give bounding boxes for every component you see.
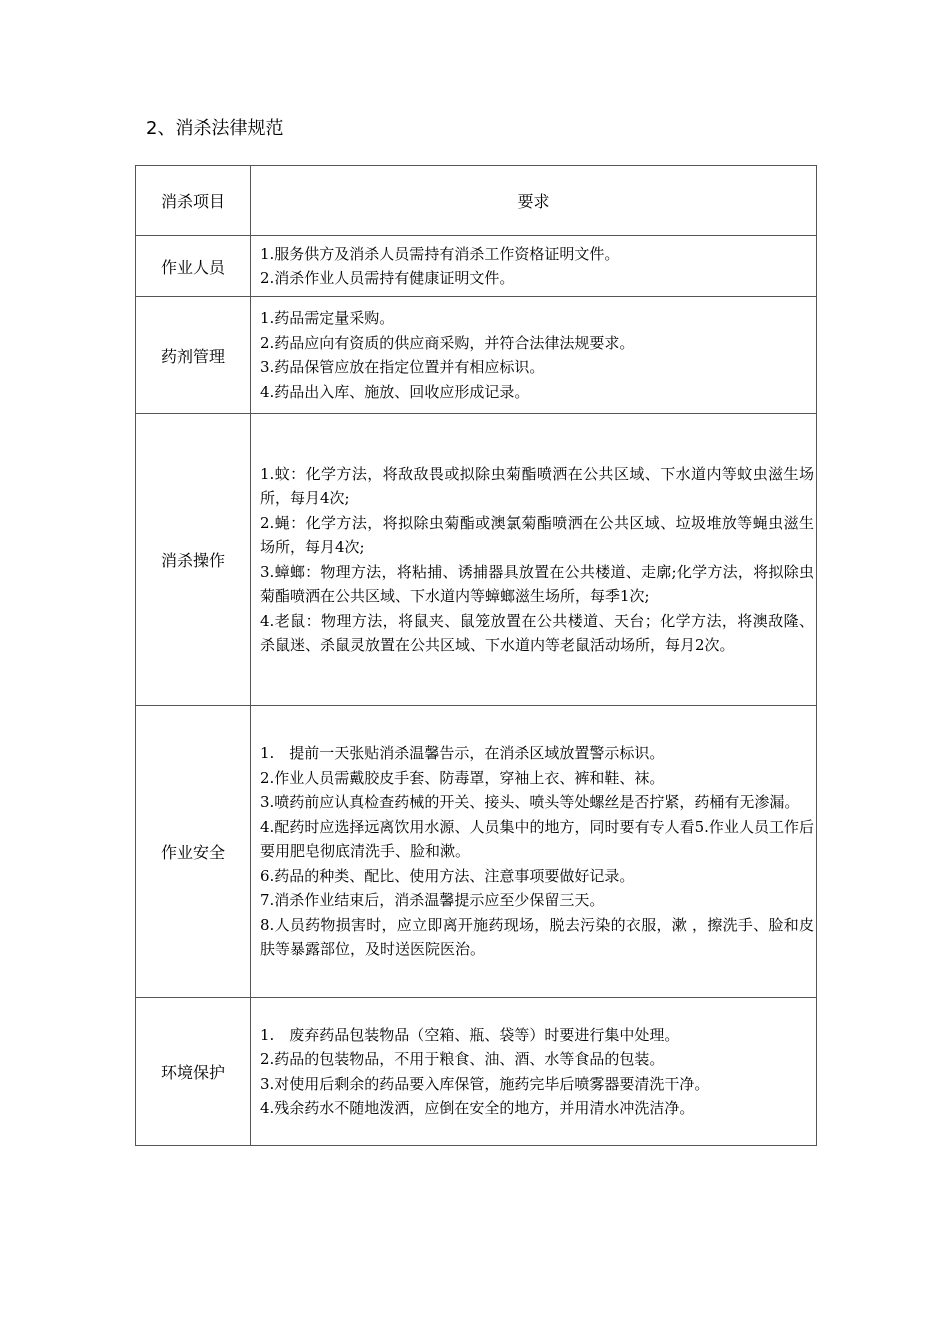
row-item: 消杀操作 xyxy=(136,414,251,706)
requirement-line: 4.药品出入库、施放、回收应形成记录。 xyxy=(260,382,530,401)
header-requirement: 要求 xyxy=(251,166,817,236)
requirement-line: 1.服务供方及消杀人员需持有消杀工作资格证明文件。 xyxy=(260,244,620,263)
table-row xyxy=(136,297,817,414)
requirement-line: 2.药品应向有资质的供应商采购，并符合法律法规要求。 xyxy=(260,333,635,352)
row-item: 药剂管理 xyxy=(136,297,251,414)
document-title: 2、消杀法律规范 xyxy=(146,118,284,139)
requirement-line: 8.人员药物损害时，应立即离开施药现场，脱去污染的衣服，漱 ，擦洗手、脸和皮肤等暴露部位，及时送医院医治。 xyxy=(260,915,814,959)
requirement-line: 3.药品保管应放在指定位置并有相应标识。 xyxy=(260,358,545,376)
table-row xyxy=(136,414,817,706)
row-item: 作业安全 xyxy=(136,706,251,998)
header-item: 消杀项目 xyxy=(136,166,251,236)
table-row xyxy=(136,236,817,297)
disinfection-regulation-table xyxy=(135,165,817,1146)
requirement-line: 1.药品需定量采购。 xyxy=(260,309,395,327)
table-row xyxy=(136,706,817,998)
requirement-line: 7.消杀作业结束后，消杀温馨提示应至少保留三天。 xyxy=(260,891,605,910)
row-item: 作业人员 xyxy=(136,236,251,297)
requirement-line: 1.蚊：化学方法，将敌敌畏或拟除虫菊酯喷洒在公共区域、下水道内等蚊虫滋生场所，每月4次; xyxy=(260,464,814,507)
row-requirements xyxy=(251,998,817,1146)
requirement-line: 3.对使用后剩余的药品要入库保管，施药完毕后喷雾器要清洗干净。 xyxy=(260,1074,710,1093)
requirement-line: 2.消杀作业人员需持有健康证明文件。 xyxy=(260,269,515,287)
requirement-line: 3.蟑螂：物理方法，将粘捕、诱捕器具放置在公共楼道、走廓;化学方法，将拟除虫菊酯喷洒在公共区域、下水道内等蟑螂滋生场所，每季1次; xyxy=(260,562,814,605)
requirement-line: 1. 废弃药品包装物品（空箱、瓶、袋等）时要进行集中处理。 xyxy=(260,1025,680,1044)
requirement-line: 4.残余药水不随地泼洒，应倒在安全的地方，并用清水冲洗洁净。 xyxy=(260,1099,695,1117)
requirement-line: 2.蝇：化学方法，将拟除虫菊酯或澳氯菊酯喷洒在公共区域、垃圾堆放等蝇虫滋生场所，每月4次; xyxy=(260,513,814,556)
requirement-line: 4.老鼠：物理方法，将鼠夹、鼠笼放置在公共楼道、天台；化学方法，将澳敌隆、杀鼠迷、杀鼠灵放置在公共区域、下水道内等老鼠活动场所，每月2次。 xyxy=(260,611,814,654)
requirement-line: 3.喷药前应认真检查药械的开关、接头、喷头等处螺丝是否拧紧，药桶有无渗漏。 xyxy=(260,793,800,812)
row-requirements xyxy=(251,414,817,706)
requirement-line: 4.配药时应选择远离饮用水源、人员集中的地方，同时要有专人看5.作业人员工作后要用肥皂彻底清洗手、脸和漱。 xyxy=(260,817,814,861)
table-header-row xyxy=(136,166,817,236)
row-requirements xyxy=(251,297,817,414)
requirement-line: 1. 提前一天张贴消杀温馨告示，在消杀区域放置警示标识。 xyxy=(260,744,665,763)
row-requirements xyxy=(251,236,817,297)
requirement-line: 6.药品的种类、配比、使用方法、注意事项要做好记录。 xyxy=(260,866,635,885)
table-row xyxy=(136,998,817,1146)
requirement-line: 2.作业人员需戴胶皮手套、防毒罩，穿袖上衣、裤和鞋、袜。 xyxy=(260,768,665,787)
requirement-line: 2.药品的包装物品，不用于粮食、油、酒、水等食品的包装。 xyxy=(260,1050,665,1068)
row-requirements xyxy=(251,706,817,998)
row-item: 环境保护 xyxy=(136,998,251,1146)
